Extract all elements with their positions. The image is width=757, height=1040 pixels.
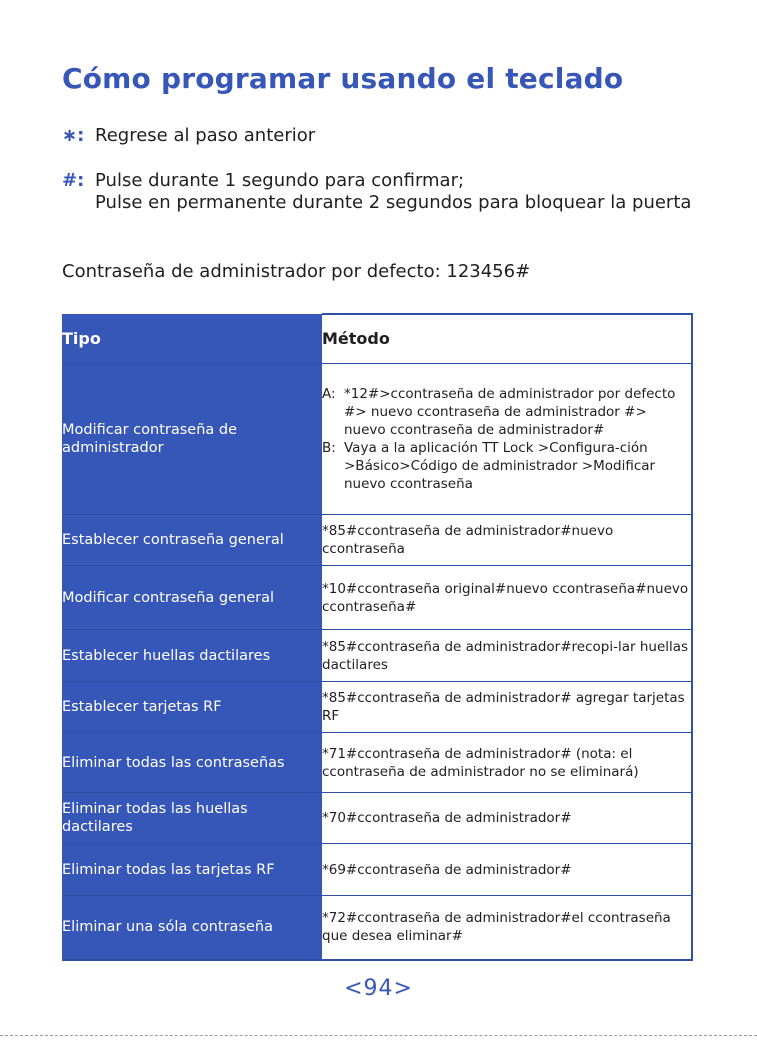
- table-row: [62, 630, 692, 682]
- row-type: Modificar contraseña general: [62, 566, 322, 630]
- row-method: *85#ccontraseña de administrador#recopi-lar huellas dactilares: [322, 630, 692, 682]
- method-option-a: A: *12#>ccontraseña de administrador por defecto #> nuevo ccontraseña de administrador #> nuevo ccontraseña de administrador#: [322, 386, 676, 438]
- method-option-b: B: Vaya a la aplicación TT Lock >Configura-ción >Básico>Código de administrador >Modificar nuevo ccontraseña: [322, 440, 656, 492]
- row-type: Establecer tarjetas RF: [62, 682, 322, 733]
- table-row: [62, 566, 692, 630]
- page-number: <94>: [344, 976, 413, 1001]
- methods-table: [62, 313, 693, 961]
- table-row: [62, 844, 692, 896]
- row-type: Eliminar todas las tarjetas RF: [62, 844, 322, 896]
- header-method: Método: [322, 314, 692, 364]
- key-star-row: [62, 125, 707, 147]
- row-type: Eliminar todas las huellas dactilares: [62, 793, 322, 844]
- page-title: Cómo programar usando el teclado: [62, 62, 624, 95]
- default-password-note: Contraseña de administrador por defecto: 123456#: [62, 261, 531, 282]
- key-hash-description-1: Pulse durante 1 segundo para confirmar;: [95, 170, 465, 191]
- table-row: [62, 896, 692, 960]
- table-row: [62, 364, 692, 515]
- header-type: Tipo: [62, 314, 322, 364]
- key-star-description: Regrese al paso anterior: [95, 125, 316, 146]
- row-type: Eliminar una sóla contraseña: [62, 896, 322, 960]
- row-method: *70#ccontraseña de administrador#: [322, 793, 692, 844]
- row-method: *71#ccontraseña de administrador# (nota: el ccontraseña de administrador no se eliminará): [322, 733, 692, 793]
- table-header-row: [62, 314, 692, 364]
- key-hash-row: [62, 170, 707, 214]
- row-type: Establecer contraseña general: [62, 515, 322, 566]
- table-row: [62, 682, 692, 733]
- row-type: Establecer huellas dactilares: [62, 630, 322, 682]
- row-method: *85#ccontraseña de administrador# agregar tarjetas RF: [322, 682, 692, 733]
- asterisk-icon: ∗:: [62, 125, 85, 146]
- bottom-divider: [0, 1035, 757, 1036]
- row-method: [322, 364, 692, 515]
- key-hash-description-2: Pulse en permanente durante 2 segundos para bloquear la puerta: [95, 192, 692, 213]
- row-method: *85#ccontraseña de administrador#nuevo ccontraseña: [322, 515, 692, 566]
- row-type: Modificar contraseña de administrador: [62, 364, 322, 515]
- row-method: *10#ccontraseña original#nuevo ccontraseña#nuevo ccontraseña#: [322, 566, 692, 630]
- table-row: [62, 793, 692, 844]
- hash-icon: #:: [62, 170, 85, 191]
- table-row: [62, 515, 692, 566]
- row-type: Eliminar todas las contraseñas: [62, 733, 322, 793]
- table-row: [62, 733, 692, 793]
- row-method: *72#ccontraseña de administrador#el ccontraseña que desea eliminar#: [322, 896, 692, 960]
- row-method: *69#ccontraseña de administrador#: [322, 844, 692, 896]
